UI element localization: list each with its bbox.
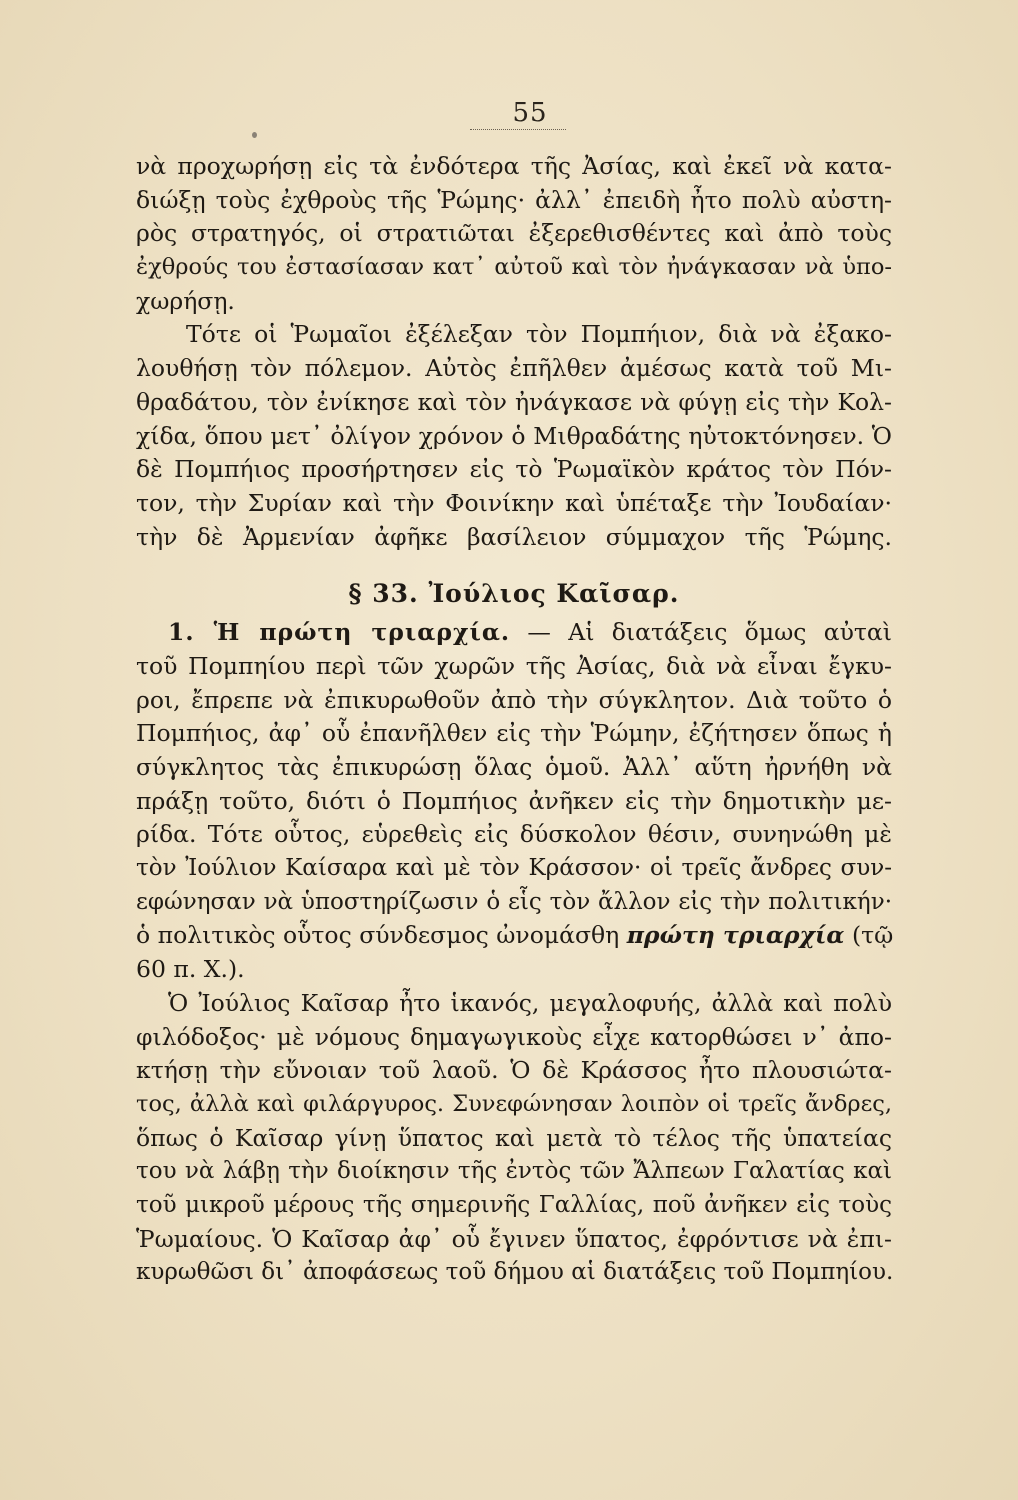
text-line: ἐχθρούς του ἐστασίασαν κατ᾽ αὐτοῦ καὶ τὸν ἠνάγκασαν νὰ ὑπο- [136, 254, 892, 281]
text-line: τος, ἀλλὰ καὶ φιλάργυρος. Συνεφώνησαν λοιπὸν οἱ τρεῖς ἄνδρες, [136, 1090, 892, 1117]
paragraph-3 [136, 616, 892, 987]
paper-speck [252, 132, 257, 138]
text-run: — Αἱ διατάξεις ὅμως αὐταὶ [510, 618, 892, 647]
text-line: ὅπως ὁ Καῖσαρ γίνῃ ὕπατος καὶ μετὰ τὸ τέλος τῆς ὑπατείας [136, 1123, 892, 1152]
text-line: θραδάτου, τὸν ἐνίκησε καὶ τὸν ἠνάγκασε νὰ φύγῃ εἰς τὴν Κολ- [136, 387, 892, 416]
text-line [136, 919, 892, 953]
body-text [136, 150, 892, 1290]
text-line: τον, τὴν Συρίαν καὶ τὴν Φοινίκην καὶ ὑπέταξε τὴν Ἰουδαίαν· [136, 488, 892, 517]
text-line: σύγκλητος τὰς ἐπικυρώσῃ ὅλας ὁμοῦ. Ἀλλ᾽ αὕτη ἠρνήθη νὰ [136, 753, 892, 781]
text-line [136, 616, 892, 650]
text-line: χίδα, ὅπου μετ᾽ ὀλίγον χρόνον ὁ Μιθραδάτης ηὐτοκτόνησεν. Ὁ [136, 421, 892, 450]
text-line: τὸν Ἰούλιον Καίσαρα καὶ μὲ τὸν Κράσσον· οἱ τρεῖς ἄνδρες συν- [136, 855, 892, 882]
text-line: Ῥωμαίους. Ὁ Καῖσαρ ἀφ᾽ οὗ ἔγινεν ὕπατος, ἐφρόντισε νὰ ἐπι- [136, 1224, 892, 1253]
text-line: Τότε οἱ Ῥωμαῖοι ἐξέλεξαν τὸν Πομπήιον, διὰ νὰ ἐξακο- [186, 320, 892, 349]
section-heading: § 33. Ἰούλιος Καῖσαρ. [348, 579, 680, 609]
text-run: (τῷ [844, 921, 894, 950]
text-line: 60 π. Χ.). [136, 955, 245, 984]
text-line: ρὸς στρατηγός, οἱ στρατιῶται ἐξερεθισθέντες καὶ ἀπὸ τοὺς [136, 219, 892, 248]
text-run: ὁ πολιτικὸς οὗτος σύνδεσμος ὠνομάσθη [136, 921, 627, 950]
text-line: χωρήσῃ. [136, 286, 235, 315]
text-line: Πομπήιος, ἀφ᾽ οὗ ἐπανῆλθεν εἰς τὴν Ῥώμην, ἐζήτησεν ὅπως ἡ [136, 719, 892, 748]
text-line: ρίδα. Τότε οὗτος, εὑρεθεὶς εἰς δύσκολον θέσιν, συνηνώθη μὲ [136, 820, 892, 849]
text-line: τοῦ Πομπηίου περὶ τῶν χωρῶν τῆς Ἀσίας, διὰ νὰ εἶναι ἔγκυ- [136, 651, 892, 680]
page-number: 55 [512, 98, 548, 128]
text-line: Ὁ Ἰούλιος Καῖσαρ ἦτο ἱκανός, μεγαλοφυής, ἀλλὰ καὶ πολὺ [168, 988, 892, 1017]
paragraph-1 [136, 150, 892, 318]
text-line: τὴν δὲ Ἀρμενίαν ἀφῆκε βασίλειον σύμμαχον τῆς Ῥώμης. [136, 522, 892, 551]
text-line: εφώνησαν νὰ ὑποστηρίζωσιν ὁ εἷς τὸν ἄλλον εἰς τὴν πολιτικήν· [136, 888, 892, 915]
text-line: διώξῃ τοὺς ἐχθροὺς τῆς Ῥώμης· ἀλλ᾽ ἐπειδὴ ἦτο πολὺ αὐστη- [136, 185, 892, 214]
spacer [136, 554, 892, 572]
paragraph-4 [136, 987, 892, 1290]
paragraph-2 [136, 318, 892, 554]
text-line: δὲ Πομπήιος προσήρτησεν εἰς τὸ Ῥωμαϊκὸν κράτος τὸν Πόν- [136, 455, 892, 484]
subheading: 1. Ἡ πρώτη τριαρχία. [168, 618, 511, 647]
text-line: του νὰ λάβῃ τὴν διοίκησιν τῆς ἐντὸς τῶν Ἄλπεων Γαλατίας καὶ [136, 1158, 892, 1185]
text-line: πράξῃ τοῦτο, διότι ὁ Πομπήιος ἀνῆκεν εἰς τὴν δημοτικὴν με- [136, 786, 892, 815]
text-line: νὰ προχωρήσῃ εἰς τὰ ἐνδότερα τῆς Ἀσίας, καὶ ἐκεῖ νὰ κατα- [136, 152, 892, 180]
emphasized-term: πρώτη τριαρχία [626, 921, 845, 950]
text-line: κυρωθῶσι δι᾽ ἀποφάσεως τοῦ δήμου αἱ διατάξεις τοῦ Πομπηίου. [136, 1259, 894, 1286]
page-number-rule [470, 129, 566, 130]
text-line: τοῦ μικροῦ μέρους τῆς σημερινῆς Γαλλίας, ποῦ ἀνῆκεν εἰς τοὺς [136, 1191, 892, 1218]
text-line: ροι, ἔπρεπε νὰ ἐπικυρωθοῦν ἀπὸ τὴν σύγκλητον. Διὰ τοῦτο ὁ [136, 685, 892, 714]
text-line: φιλόδοξος· μὲ νόμους δημαγωγικοὺς εἶχε κατορθώσει ν᾽ ἀπο- [136, 1022, 892, 1051]
text-line: κτήσῃ τὴν εὔνοιαν τοῦ λαοῦ. Ὁ δὲ Κράσσος ἦτο πλουσιώτα- [136, 1056, 892, 1085]
text-line: λουθήσῃ τὸν πόλεμον. Αὐτὸς ἐπῆλθεν ἀμέσως κατὰ τοῦ Μι- [136, 354, 892, 383]
